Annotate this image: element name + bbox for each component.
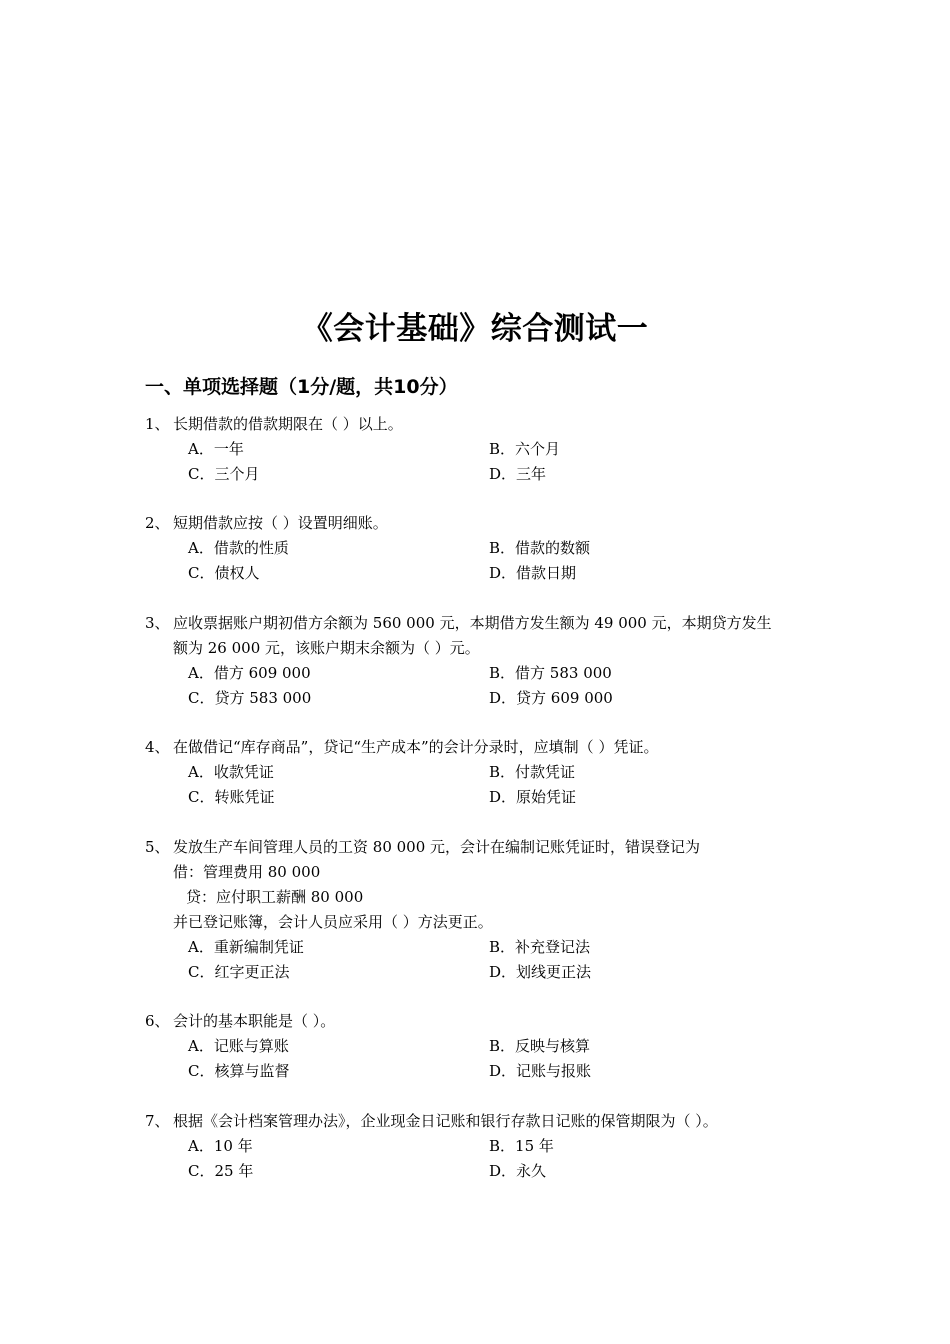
question-4-option-d: D．原始凭证 bbox=[489, 788, 577, 806]
question-2-option-b: B．借款的数额 bbox=[489, 539, 591, 557]
question-4-text: 在做借记“库存商品”，贷记“生产成本”的会计分录时，应填制（ ）凭证。 bbox=[173, 738, 659, 756]
question-2-option-a: A．借款的性质 bbox=[188, 539, 289, 557]
question-1-option-c: C．三个月 bbox=[188, 465, 260, 483]
question-3-text-line-1: 应收票据账户期初借方余额为 560 000 元，本期借方发生额为 49 000 元，本期贷方发生 bbox=[173, 614, 772, 632]
question-1-text: 长期借款的借款期限在（ ）以上。 bbox=[173, 415, 403, 433]
question-1-option-b: B．六个月 bbox=[489, 440, 561, 458]
question-2-option-c: C．债权人 bbox=[188, 564, 260, 582]
question-6-text: 会计的基本职能是（ ）。 bbox=[173, 1012, 336, 1030]
question-7-number: 7、 bbox=[145, 1112, 170, 1130]
question-6-option-d: D．记账与报账 bbox=[489, 1062, 592, 1080]
question-5-text-line-4: 并已登记账簿，会计人员应采用（ ）方法更正。 bbox=[173, 913, 493, 931]
question-1-option-d: D．三年 bbox=[489, 465, 547, 483]
question-5-option-d: D．划线更正法 bbox=[489, 963, 592, 981]
question-6-option-c: C．核算与监督 bbox=[188, 1062, 290, 1080]
question-2-option-d: D．借款日期 bbox=[489, 564, 577, 582]
question-5-option-b: B．补充登记法 bbox=[489, 938, 591, 956]
question-2-text: 短期借款应按（ ）设置明细账。 bbox=[173, 514, 388, 532]
question-4-option-b: B．付款凭证 bbox=[489, 763, 576, 781]
question-5-option-a: A．重新编制凭证 bbox=[188, 938, 304, 956]
question-4-number: 4、 bbox=[145, 738, 170, 756]
question-3-option-d: D．贷方 609 000 bbox=[489, 689, 613, 707]
question-5-debit-entry: 借：管理费用 80 000 bbox=[173, 863, 321, 881]
question-5-credit-entry: 贷：应付职工薪酬 80 000 bbox=[186, 888, 364, 906]
question-1-number: 1、 bbox=[145, 415, 170, 433]
question-6-option-a: A．记账与算账 bbox=[188, 1037, 289, 1055]
question-4-option-a: A．收款凭证 bbox=[188, 763, 274, 781]
question-3-option-b: B．借方 583 000 bbox=[489, 664, 612, 682]
question-1-option-a: A．一年 bbox=[188, 440, 244, 458]
section-heading: 一、单项选择题（1分/题，共10分） bbox=[145, 376, 458, 398]
question-3-option-c: C．贷方 583 000 bbox=[188, 689, 312, 707]
question-6-option-b: B．反映与核算 bbox=[489, 1037, 591, 1055]
question-2-number: 2、 bbox=[145, 514, 170, 532]
question-3-text-line-2: 额为 26 000 元，该账户期末余额为（ ）元。 bbox=[173, 639, 480, 657]
question-3-option-a: A．借方 609 000 bbox=[188, 664, 311, 682]
question-7-option-b: B．15 年 bbox=[489, 1137, 554, 1155]
question-4-option-c: C．转账凭证 bbox=[188, 788, 275, 806]
question-5-number: 5、 bbox=[145, 838, 170, 856]
question-5-text-line-1: 发放生产车间管理人员的工资 80 000 元，会计在编制记账凭证时，错误登记为 bbox=[173, 838, 701, 856]
question-7-option-a: A．10 年 bbox=[188, 1137, 253, 1155]
document-title: 《会计基础》综合测试一 bbox=[301, 311, 649, 347]
question-5-option-c: C．红字更正法 bbox=[188, 963, 290, 981]
question-6-number: 6、 bbox=[145, 1012, 170, 1030]
question-7-option-d: D．永久 bbox=[489, 1162, 547, 1180]
question-7-option-c: C．25 年 bbox=[188, 1162, 254, 1180]
question-7-text: 根据《会计档案管理办法》，企业现金日记账和银行存款日记账的保管期限为（ ）。 bbox=[173, 1112, 718, 1130]
question-3-number: 3、 bbox=[145, 614, 170, 632]
